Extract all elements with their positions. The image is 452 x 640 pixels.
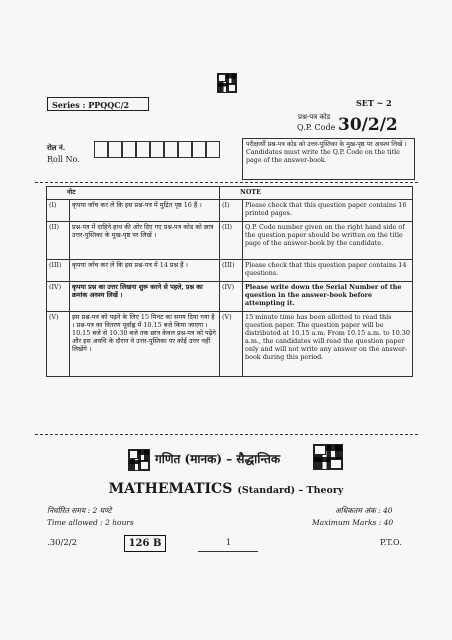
pto-label: P.T.O.: [380, 538, 402, 547]
note-hindi: कृपया जाँच कर लें कि इस प्रश्न-पत्र में 14 प्रश्न हैं ।: [70, 260, 220, 282]
top-divider: [35, 182, 418, 183]
note-en: Please write down the Serial Number of the question in the answer-book before attempting it.: [243, 282, 413, 312]
footer-code: .30/2/2: [47, 538, 78, 548]
note-num: (III): [47, 260, 70, 282]
notes-head-en: NOTE: [220, 187, 413, 200]
note-en: Please check that this question paper contains 14 questions.: [243, 260, 413, 282]
notes-table: [46, 186, 413, 377]
time-hindi: निर्धारित समय : 2 घण्टे: [47, 506, 112, 515]
qp-code-label: Q.P. Code: [297, 123, 336, 132]
page-number: 1: [226, 538, 232, 547]
note-num: (IV): [47, 282, 70, 312]
note-hindi: कृपया जाँच कर लें कि इस प्रश्न-पत्र में मुद्रित पृष्ठ 16 हैं ।: [70, 200, 220, 222]
marks-en: Maximum Marks : 40: [312, 518, 394, 527]
notes-head-hindi: नोट: [47, 187, 220, 200]
qr-code-left: [128, 449, 150, 471]
subject-hindi: गणित (मानक) – सैद्धान्तिक: [155, 452, 281, 466]
bottom-divider: [35, 434, 418, 435]
note-num: (V): [47, 312, 70, 377]
series-label: Series : PPQQC/2: [47, 97, 149, 111]
subject-title: [0, 478, 452, 497]
note-hindi: प्रश्न-पत्र में दाहिने हाथ की ओर दिए गए प्रश्न-पत्र कोड को छात्र उत्तर-पुस्तिका के मुख-पृष्ठ पर लिखें ।: [70, 222, 220, 260]
roll-instruction-en: Candidates must write the Q.P. Code on the title page of the answer-book.: [246, 149, 400, 164]
note-num: (II): [220, 222, 243, 260]
roll-hindi: रोल नं.: [47, 143, 66, 152]
note-hindi: इस प्रश्न-पत्र को पढ़ने के लिए 15 मिनट का समय दिया गया है । प्रश्न-पत्र का वितरण पूर्वाह्न में 10.15 बजे किया जाएगा । 10.15 बजे से 10.30 बजे तक छात्र केवल प्रश्न-पत्र को पढ़ेंगे और इस अवधि के दौरान वे उत्तर-पुस्तिका पर कोई उत्तर नहीं लिखेंगे ।: [70, 312, 220, 377]
note-num: (III): [220, 260, 243, 282]
note-num: (II): [47, 222, 70, 260]
subject-en-main: MATHEMATICS: [108, 481, 233, 497]
note-row: [47, 282, 413, 312]
roll-label: Roll No.: [47, 155, 80, 164]
roll-instruction-box: [242, 138, 415, 180]
note-en: Please check that this question paper contains 16 printed pages.: [243, 200, 413, 222]
note-en: 15 minute time has been allotted to read this question paper. The question paper will be distributed at 10.15 a.m. From 10.15 a.m. to 10.30 a.m., the candidates will read the question paper only and will not write any answer on the answer-book during this period.: [243, 312, 413, 377]
note-num: (I): [47, 200, 70, 222]
page-number-underline: [198, 551, 258, 552]
qp-code-value: 30/2/2: [338, 115, 398, 135]
note-num: (IV): [220, 282, 243, 312]
note-en: Q.P. Code number given on the right hand side of the question paper should be written on the title page of the answer-book by the candidate.: [243, 222, 413, 260]
note-row: [47, 260, 413, 282]
note-num: (V): [220, 312, 243, 377]
marks-hindi: अधिकतम अंक : 40: [335, 506, 393, 515]
qp-code-hindi: प्रश्न-पत्र कोड: [298, 113, 331, 121]
note-row: [47, 312, 413, 377]
note-hindi: कृपया प्रश्न का उत्तर लिखना शुरू करने से पहले, प्रश्न का क्रमांक अवश्य लिखें ।: [70, 282, 220, 312]
footer-box: 126 B: [124, 535, 166, 552]
qr-code-right: [313, 444, 343, 470]
set-label: SET ~ 2: [356, 98, 392, 108]
roll-instruction-hindi: परीक्षार्थी प्रश्न-पत्र कोड को उत्तर-पुस्तिका के मुख-पृष्ठ पर अवश्य लिखें ।: [246, 141, 407, 148]
note-row: [47, 200, 413, 222]
note-row: [47, 222, 413, 260]
subject-en-sub: (Standard) – Theory: [237, 485, 344, 496]
qr-code-top: [217, 73, 237, 93]
time-en: Time allowed : 2 hours: [47, 518, 134, 527]
note-num: (I): [220, 200, 243, 222]
